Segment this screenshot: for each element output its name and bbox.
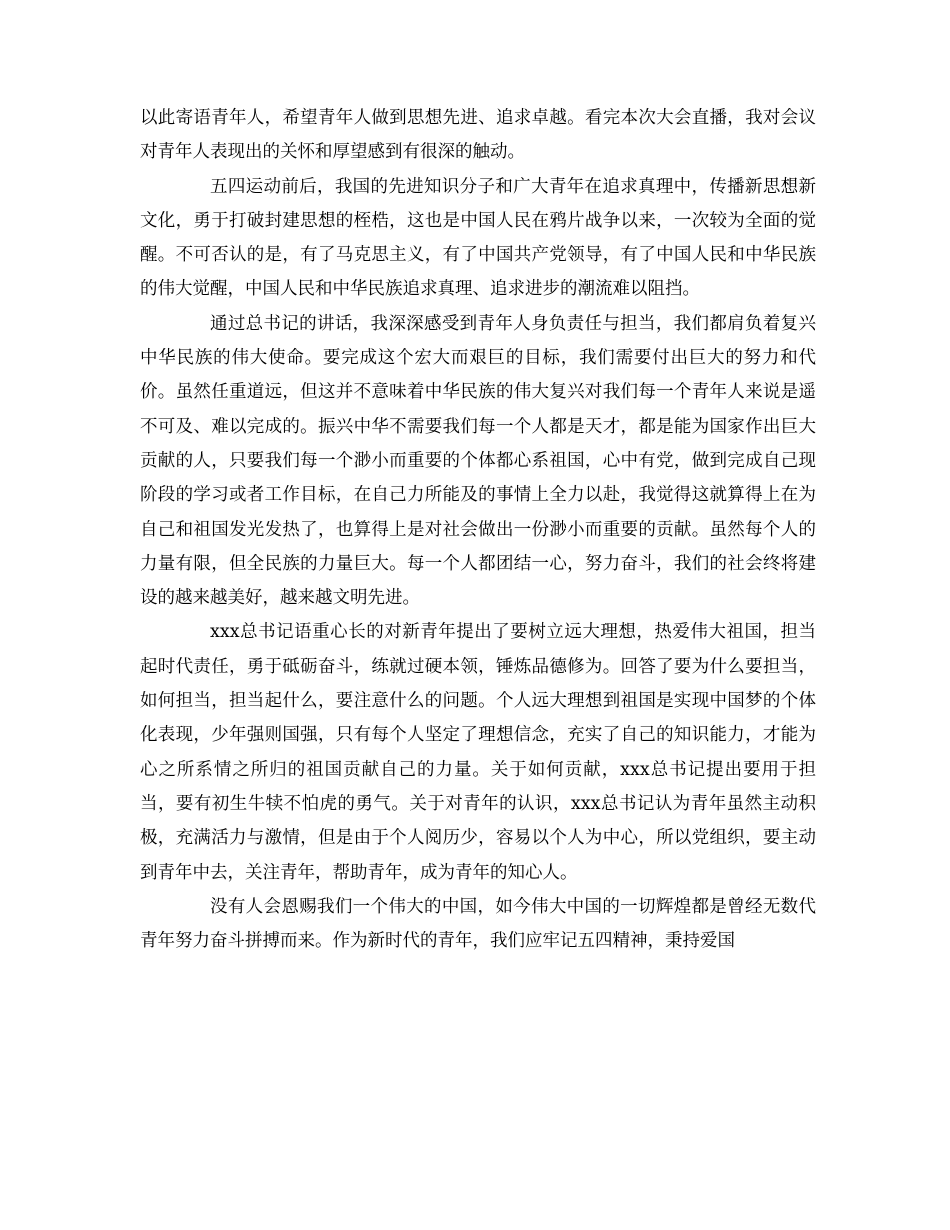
paragraph-2: 五四运动前后，我国的先进知识分子和广大青年在追求真理中，传播新思想新文化，勇于打破封建思想的桎梏，这也是中国人民在鸦片战争以来，一次较为全面的觉醒。不可否认的是，有了马克思主义，有了中国共产党领导，有了中国人民和中华民族的伟大觉醒，中国人民和中华民族追求真理、追求进步的潮流难以阻挡。 <box>140 176 816 300</box>
paragraph-3: 通过总书记的讲话，我深深感受到青年人身负责任与担当，我们都肩负着复兴中华民族的伟大使命。要完成这个宏大而艰巨的目标，我们需要付出巨大的努力和代价。虽然任重道远，但这并不意味着中华民族的伟大复兴对我们每一个青年人来说是遥不可及、难以完成的。振兴中华不需要我们每一个人都是天才，都是能为国家作出巨大贡献的人，只要我们每一个渺小而重要的个体都心系祖国，心中有党，做到完成自己现阶段的学习或者工作目标，在自己力所能及的事情上全力以赴，我觉得这就算得上在为自己和祖国发光发热了，也算得上是对社会做出一份渺小而重要的贡献。虽然每个人的力量有限，但全民族的力量巨大。每一个人都团结一心，努力奋斗，我们的社会终将建设的越来越美好，越来越文明先进。 <box>140 313 816 609</box>
paragraph-5: 没有人会恩赐我们一个伟大的中国，如今伟大中国的一切辉煌都是曾经无数代青年努力奋斗拼搏而来。作为新时代的青年，我们应牢记五四精神，秉持爱国 <box>140 896 816 952</box>
document-body <box>140 101 816 958</box>
paragraph-4: xxx总书记语重心长的对新青年提出了要树立远大理想，热爱伟大祖国，担当起时代责任，勇于砥砺奋斗，练就过硬本领，锤炼品德修为。回答了要为什么要担当，如何担当，担当起什么，要注意什么的问题。个人远大理想到祖国是实现中国梦的个体化表现，少年强则国强，只有每个人坚定了理想信念，充实了自己的知识能力，才能为心之所系情之所归的祖国贡献自己的力量。关于如何贡献，xxx总书记提出要用于担当，要有初生牛犊不怕虎的勇气。关于对青年的认识，xxx总书记认为青年虽然主动积极，充满活力与激情，但是由于个人阅历少，容易以个人为中心，所以党组织，要主动到青年中去，关注青年，帮助青年，成为青年的知心人。 <box>140 622 816 883</box>
paragraph-1: 以此寄语青年人，希望青年人做到思想先进、追求卓越。看完本次大会直播，我对会议对青年人表现出的关怀和厚望感到有很深的触动。 <box>140 108 816 163</box>
